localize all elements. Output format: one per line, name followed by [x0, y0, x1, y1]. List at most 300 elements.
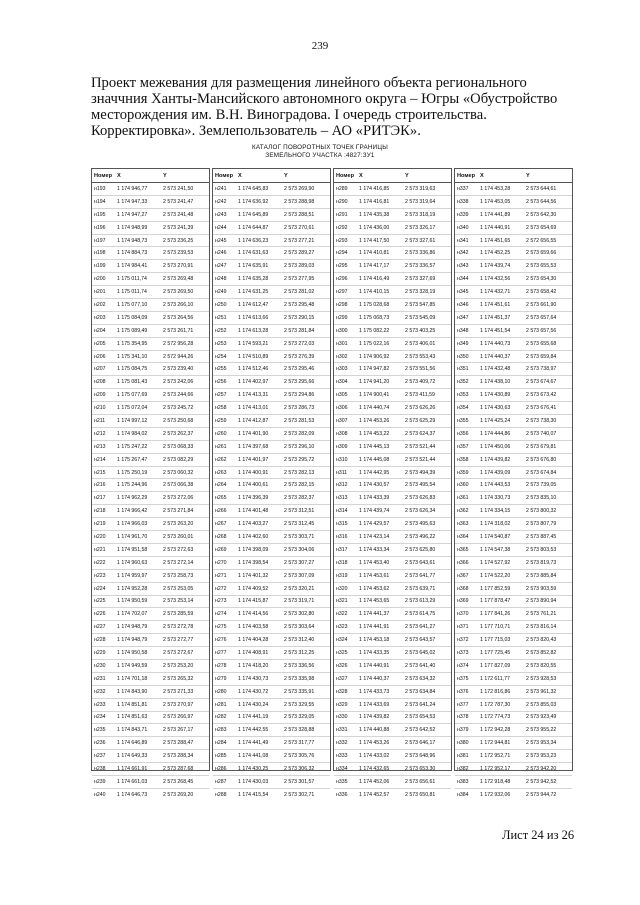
- coord-x: 1 174 413,31: [238, 392, 269, 399]
- table-row: [213, 286, 330, 299]
- coord-x: 1 174 318,02: [480, 521, 511, 528]
- coord-y: 2 573 262,37: [163, 430, 194, 437]
- point-number: н277: [215, 650, 227, 656]
- point-number: н227: [94, 624, 106, 631]
- table-row: [334, 428, 451, 441]
- coord-y: 2 573 657,64: [526, 314, 557, 321]
- point-number: н323: [336, 624, 348, 631]
- coord-x: 1 174 440,88: [359, 727, 390, 734]
- table-row: [334, 621, 451, 634]
- coord-x: 1 174 453,62: [359, 585, 390, 592]
- point-number: н339: [457, 211, 469, 218]
- table-row: [334, 376, 451, 389]
- coord-y: 2 573 267,17: [163, 727, 194, 734]
- coord-y: 2 573 521,44: [405, 443, 436, 450]
- point-number: н208: [94, 379, 106, 386]
- coord-x: 1 175 089,49: [117, 327, 148, 334]
- coord-y: 2 573 239,53: [163, 250, 194, 257]
- point-number: н343: [457, 263, 469, 270]
- point-number: н211: [94, 417, 106, 424]
- coord-y: 2 573 406,01: [405, 340, 436, 347]
- table-row: [334, 479, 451, 492]
- table-row: [334, 724, 451, 737]
- table-row: [334, 312, 451, 325]
- table-row: [92, 596, 209, 609]
- table-row: [92, 273, 209, 286]
- point-number: н219: [94, 521, 106, 528]
- point-number: н321: [336, 598, 348, 605]
- coord-x: 1 174 851,81: [117, 701, 148, 708]
- table-row: [334, 699, 451, 712]
- coord-x: 1 174 451,65: [480, 237, 511, 244]
- point-number: н206: [94, 353, 106, 360]
- point-number: н372: [457, 637, 469, 644]
- coord-x: 1 174 450,06: [480, 443, 511, 450]
- coord-y: 2 573 496,22: [405, 533, 436, 540]
- coord-x: 1 174 439,74: [480, 263, 511, 270]
- coord-y: 2 573 738,30: [526, 417, 557, 424]
- point-number: н301: [336, 340, 348, 347]
- point-number: н254: [215, 353, 227, 360]
- table-row: [334, 608, 451, 621]
- point-number: н298: [336, 301, 348, 308]
- table-row: [213, 467, 330, 480]
- coord-y: 2 573 653,30: [405, 766, 436, 773]
- point-number: н342: [457, 250, 469, 257]
- table-row: [213, 415, 330, 428]
- point-number: н361: [457, 495, 469, 502]
- point-number: н235: [94, 727, 106, 734]
- coord-y: 2 573 312,40: [284, 637, 315, 644]
- coord-y: 2 573 644,56: [526, 198, 557, 205]
- table-row: [334, 789, 451, 802]
- table-row: [455, 686, 572, 699]
- table-row: [455, 325, 572, 338]
- coord-x: 1 174 453,18: [359, 637, 390, 644]
- table-row: [92, 570, 209, 583]
- point-number: н274: [215, 611, 227, 618]
- coord-x: 1 174 646,89: [117, 740, 148, 747]
- coord-x: 1 174 547,38: [480, 546, 511, 553]
- coord-y: 2 573 312,45: [284, 521, 315, 528]
- coord-y: 2 573 942,20: [526, 766, 557, 773]
- table-row: [334, 325, 451, 338]
- table-row: [455, 712, 572, 725]
- point-number: н294: [336, 250, 348, 257]
- coord-y: 2 573 241,48: [163, 211, 194, 218]
- coord-x: 1 174 441,89: [480, 211, 511, 218]
- point-number: н233: [94, 701, 106, 708]
- table-row: [213, 222, 330, 235]
- coord-y: 2 573 244,66: [163, 392, 194, 399]
- point-number: н214: [94, 456, 106, 463]
- table-row: [213, 209, 330, 222]
- table-row: [92, 647, 209, 660]
- point-number: н209: [94, 392, 106, 399]
- coord-x: 1 172 611,77: [480, 675, 510, 682]
- point-number: н202: [94, 301, 106, 308]
- coord-x: 1 174 440,37: [480, 353, 511, 360]
- point-number: н333: [336, 753, 348, 760]
- coord-y: 2 573 269,20: [163, 792, 194, 799]
- coord-y: 2 573 303,71: [284, 533, 315, 540]
- coord-y: 2 573 242,06: [163, 379, 194, 386]
- point-number: н327: [336, 675, 348, 682]
- coord-y: 2 573 800,32: [526, 508, 557, 515]
- coord-x: 1 174 409,52: [238, 585, 269, 592]
- coord-y: 2 573 281,02: [284, 289, 315, 296]
- coord-y: 2 573 626,83: [405, 495, 436, 502]
- point-number: н370: [457, 611, 469, 618]
- point-number: н231: [94, 675, 106, 682]
- coord-x: 1 174 417,17: [359, 263, 390, 270]
- point-number: н248: [215, 276, 227, 283]
- coord-y: 2 573 271,33: [163, 688, 194, 695]
- coord-x: 1 172 942,28: [480, 727, 511, 734]
- coord-x: 1 174 947,27: [117, 211, 148, 218]
- table-header: [455, 169, 572, 183]
- point-number: н268: [215, 533, 227, 540]
- coord-y: 2 573 648,96: [405, 753, 436, 760]
- coord-x: 1 174 661,91: [117, 766, 148, 773]
- coord-x: 1 174 438,10: [480, 379, 511, 386]
- table-row: [92, 312, 209, 325]
- point-number: н355: [457, 417, 469, 424]
- point-number: н344: [457, 276, 469, 283]
- coordinates-table: [454, 168, 573, 799]
- point-number: н203: [94, 314, 106, 321]
- point-number: н380: [457, 740, 469, 747]
- coord-y: 2 573 286,73: [284, 405, 315, 412]
- coord-x: 1 175 244,96: [117, 482, 148, 489]
- table-row: [455, 673, 572, 686]
- coord-y: 2 573 304,06: [284, 546, 315, 553]
- coord-y: 2 572 656,55: [526, 237, 557, 244]
- table-row: [334, 763, 451, 776]
- coord-x: 1 174 416,85: [359, 185, 390, 192]
- coord-y: 2 573 288,47: [163, 740, 194, 747]
- point-number: н204: [94, 327, 106, 334]
- coord-x: 1 174 439,74: [359, 508, 390, 515]
- coord-x: 1 175 077,69: [117, 392, 148, 399]
- point-number: н270: [215, 559, 227, 566]
- coord-x: 1 174 631,63: [238, 250, 269, 257]
- coord-x: 1 174 453,05: [480, 198, 511, 205]
- coord-y: 2 573 272,63: [163, 546, 194, 553]
- point-number: н228: [94, 637, 106, 644]
- coord-y: 2 573 495,54: [405, 482, 436, 489]
- coord-y: 2 573 272,78: [163, 624, 194, 631]
- point-number: н322: [336, 611, 348, 618]
- coord-y: 2 573 281,84: [284, 327, 315, 334]
- coord-x: 1 174 400,61: [238, 482, 269, 489]
- coord-y: 2 573 336,56: [284, 662, 315, 669]
- coord-y: 2 573 403,25: [405, 327, 436, 334]
- table-row: [213, 673, 330, 686]
- point-number: н238: [94, 766, 106, 773]
- table-row: [92, 673, 209, 686]
- table-row: [92, 583, 209, 596]
- coord-x: 1 172 816,86: [480, 688, 511, 695]
- coord-x: 1 175 028,68: [359, 301, 390, 308]
- point-number: н297: [336, 289, 348, 296]
- table-row: [92, 363, 209, 376]
- coordinates-table: [91, 168, 210, 799]
- coord-y: 2 573 253,20: [163, 662, 194, 669]
- table-row: [455, 737, 572, 750]
- coord-y: 2 573 271,84: [163, 508, 194, 515]
- point-number: н226: [94, 611, 106, 618]
- coord-y: 2 573 624,37: [405, 430, 436, 437]
- table-row: [334, 415, 451, 428]
- point-number: н358: [457, 456, 469, 463]
- coord-y: 2 573 885,84: [526, 572, 557, 579]
- table-row: [455, 621, 572, 634]
- coord-x: 1 174 430,57: [359, 482, 390, 489]
- coord-y: 2 573 258,73: [163, 572, 194, 579]
- coord-y: 2 573 679,81: [526, 443, 557, 450]
- table-row: [334, 583, 451, 596]
- coord-x: 1 174 402,60: [238, 533, 269, 540]
- table-row: [213, 750, 330, 763]
- coord-y: 2 572 944,26: [163, 353, 194, 360]
- coord-y: 2 573 282,13: [284, 469, 315, 476]
- point-number: н295: [336, 263, 348, 270]
- coord-y: 2 573 317,77: [284, 740, 315, 747]
- coord-y: 2 573 819,73: [526, 559, 557, 566]
- point-number: н305: [336, 392, 348, 399]
- coord-y: 2 573 282,09: [284, 430, 315, 437]
- coord-x: 1 174 948,79: [117, 624, 148, 631]
- coord-x: 1 174 404,28: [238, 637, 269, 644]
- table-row: [455, 492, 572, 505]
- table-row: [213, 479, 330, 492]
- coord-x: 1 174 966,03: [117, 521, 148, 528]
- coord-x: 1 174 398,54: [238, 559, 269, 566]
- table-row: [213, 712, 330, 725]
- coord-x: 1 174 433,34: [359, 546, 390, 553]
- table-row: [213, 596, 330, 609]
- point-number: н250: [215, 301, 227, 308]
- coord-x: 1 174 451,54: [480, 327, 511, 334]
- point-number: н360: [457, 482, 469, 489]
- coord-y: 2 573 301,57: [284, 778, 315, 785]
- point-number: н223: [94, 572, 106, 579]
- coord-x: 1 174 415,87: [238, 598, 269, 605]
- point-number: н381: [457, 753, 469, 760]
- coord-y: 2 573 641,40: [405, 662, 436, 669]
- coord-y: 2 573 066,38: [163, 482, 194, 489]
- coord-x: 1 174 415,54: [238, 792, 269, 799]
- header-y: Y: [526, 172, 530, 179]
- point-number: н253: [215, 340, 227, 347]
- coord-x: 1 174 416,49: [359, 276, 390, 283]
- coord-y: 2 573 272,06: [163, 495, 194, 502]
- coord-x: 1 174 843,71: [117, 727, 148, 734]
- coord-x: 1 174 401,32: [238, 572, 269, 579]
- header-y: Y: [284, 172, 288, 179]
- coord-x: 1 174 439,82: [359, 714, 390, 721]
- point-number: н265: [215, 495, 227, 502]
- header-x: X: [117, 172, 121, 179]
- table-row: [334, 467, 451, 480]
- coord-x: 1 174 453,61: [359, 572, 390, 579]
- point-number: н241: [215, 185, 227, 192]
- point-number: н220: [94, 533, 106, 540]
- coord-y: 2 573 296,10: [284, 443, 315, 450]
- table-row: [334, 647, 451, 660]
- coord-y: 2 573 634,84: [405, 688, 436, 695]
- coord-x: 1 174 962,29: [117, 495, 148, 502]
- coord-x: 1 174 433,35: [359, 650, 390, 656]
- table-row: [92, 415, 209, 428]
- coord-x: 1 174 433,39: [359, 495, 390, 502]
- coord-y: 2 573 327,61: [405, 237, 436, 244]
- table-row: [455, 209, 572, 222]
- coord-x: 1 174 510,89: [238, 353, 269, 360]
- point-number: н218: [94, 508, 106, 515]
- header-y: Y: [163, 172, 167, 179]
- point-number: н257: [215, 392, 227, 399]
- table-row: [92, 351, 209, 364]
- table-row: [92, 454, 209, 467]
- table-row: [92, 389, 209, 402]
- coord-x: 1 175 084,75: [117, 366, 148, 373]
- coord-y: 2 573 923,49: [526, 714, 557, 721]
- coord-y: 2 573 329,05: [284, 714, 315, 721]
- coord-y: 2 573 245,72: [163, 405, 194, 412]
- table-row: [334, 351, 451, 364]
- table-row: [213, 183, 330, 196]
- coord-y: 2 573 281,53: [284, 417, 315, 424]
- coord-y: 2 573 269,48: [163, 276, 194, 283]
- coord-y: 2 573 289,03: [284, 263, 315, 270]
- coord-y: 2 573 655,68: [526, 340, 557, 347]
- point-number: н283: [215, 727, 227, 734]
- point-number: н374: [457, 662, 469, 669]
- table-row: [213, 454, 330, 467]
- coord-x: 1 174 984,02: [117, 430, 148, 437]
- coord-x: 1 174 984,41: [117, 263, 148, 270]
- coord-x: 1 174 401,97: [238, 456, 269, 463]
- point-number: н273: [215, 598, 227, 605]
- table-row: [455, 441, 572, 454]
- table-row: [92, 712, 209, 725]
- coord-x: 1 174 445,08: [359, 456, 390, 463]
- coord-x: 1 174 702,07: [117, 611, 148, 618]
- table-row: [213, 441, 330, 454]
- point-number: н309: [336, 443, 348, 450]
- coord-x: 1 174 451,61: [480, 301, 511, 308]
- coord-y: 2 573 335,98: [284, 675, 315, 682]
- coord-x: 1 174 440,74: [359, 405, 390, 412]
- coord-y: 2 573 739,05: [526, 482, 557, 489]
- coord-y: 2 573 545,09: [405, 314, 436, 321]
- coord-y: 2 573 646,17: [405, 740, 436, 747]
- point-number: н225: [94, 598, 106, 605]
- point-number: н364: [457, 533, 469, 540]
- table-row: [334, 531, 451, 544]
- point-number: н326: [336, 662, 348, 669]
- coord-x: 1 174 440,73: [480, 340, 511, 347]
- coord-x: 1 174 453,40: [359, 559, 390, 566]
- coord-y: 2 573 335,91: [284, 688, 315, 695]
- table-row: [455, 699, 572, 712]
- table-row: [455, 376, 572, 389]
- coord-y: 2 573 738,97: [526, 366, 557, 373]
- point-number: н354: [457, 405, 469, 412]
- coord-y: 2 573 641,77: [405, 572, 436, 579]
- coord-x: 1 174 613,66: [238, 314, 269, 321]
- coord-x: 1 174 403,58: [238, 624, 269, 631]
- coord-x: 1 174 442,95: [359, 469, 390, 476]
- coord-y: 2 573 294,86: [284, 392, 315, 399]
- coord-x: 1 174 441,37: [359, 611, 390, 618]
- coord-y: 2 573 328,19: [405, 289, 436, 296]
- coord-x: 1 175 247,22: [117, 443, 148, 450]
- coord-x: 1 174 403,27: [238, 521, 269, 528]
- coord-x: 1 174 400,91: [238, 469, 269, 476]
- point-number: н316: [336, 533, 348, 540]
- point-number: н352: [457, 379, 469, 386]
- point-number: н318: [336, 559, 348, 566]
- point-number: н293: [336, 237, 348, 244]
- coord-x: 1 174 952,28: [117, 585, 148, 592]
- coord-y: 2 573 816,14: [526, 624, 557, 631]
- point-number: н237: [94, 753, 106, 760]
- table-row: [455, 544, 572, 557]
- table-row: [213, 776, 330, 789]
- table-header: [334, 169, 451, 183]
- point-number: н278: [215, 662, 227, 669]
- coord-x: 1 177 725,45: [480, 650, 511, 656]
- table-row: [455, 776, 572, 789]
- coord-y: 2 573 306,32: [284, 766, 315, 773]
- coord-y: 2 573 295,48: [284, 301, 315, 308]
- coord-y: 2 573 270,91: [163, 263, 194, 270]
- coord-y: 2 573 329,55: [284, 701, 315, 708]
- coord-y: 2 573 336,57: [405, 263, 436, 270]
- coord-y: 2 573 643,61: [405, 559, 436, 566]
- point-number: н284: [215, 740, 227, 747]
- point-number: н369: [457, 598, 469, 605]
- coord-x: 1 174 412,87: [238, 417, 269, 424]
- coord-y: 2 573 639,71: [405, 585, 436, 592]
- coord-y: 2 573 643,57: [405, 637, 436, 644]
- table-row: [334, 363, 451, 376]
- point-number: н373: [457, 650, 469, 656]
- point-number: н371: [457, 624, 469, 631]
- table-row: [213, 428, 330, 441]
- point-number: н245: [215, 237, 227, 244]
- table-row: [92, 699, 209, 712]
- table-row: [92, 325, 209, 338]
- sheet-footer: Лист 24 из 26: [502, 828, 575, 842]
- point-number: н222: [94, 559, 106, 566]
- table-row: [455, 351, 572, 364]
- coord-y: 2 573 650,81: [405, 792, 436, 799]
- coord-x: 1 177 710,71: [480, 624, 511, 631]
- point-number: н296: [336, 276, 348, 283]
- coord-y: 2 573 547,85: [405, 301, 436, 308]
- table-row: [92, 222, 209, 235]
- coord-x: 1 174 423,14: [359, 533, 390, 540]
- coord-y: 2 573 295,46: [284, 366, 315, 373]
- point-number: н334: [336, 766, 348, 773]
- coord-x: 1 174 414,56: [238, 611, 269, 618]
- coord-y: 2 573 282,15: [284, 482, 315, 489]
- coord-y: 2 573 820,43: [526, 637, 557, 644]
